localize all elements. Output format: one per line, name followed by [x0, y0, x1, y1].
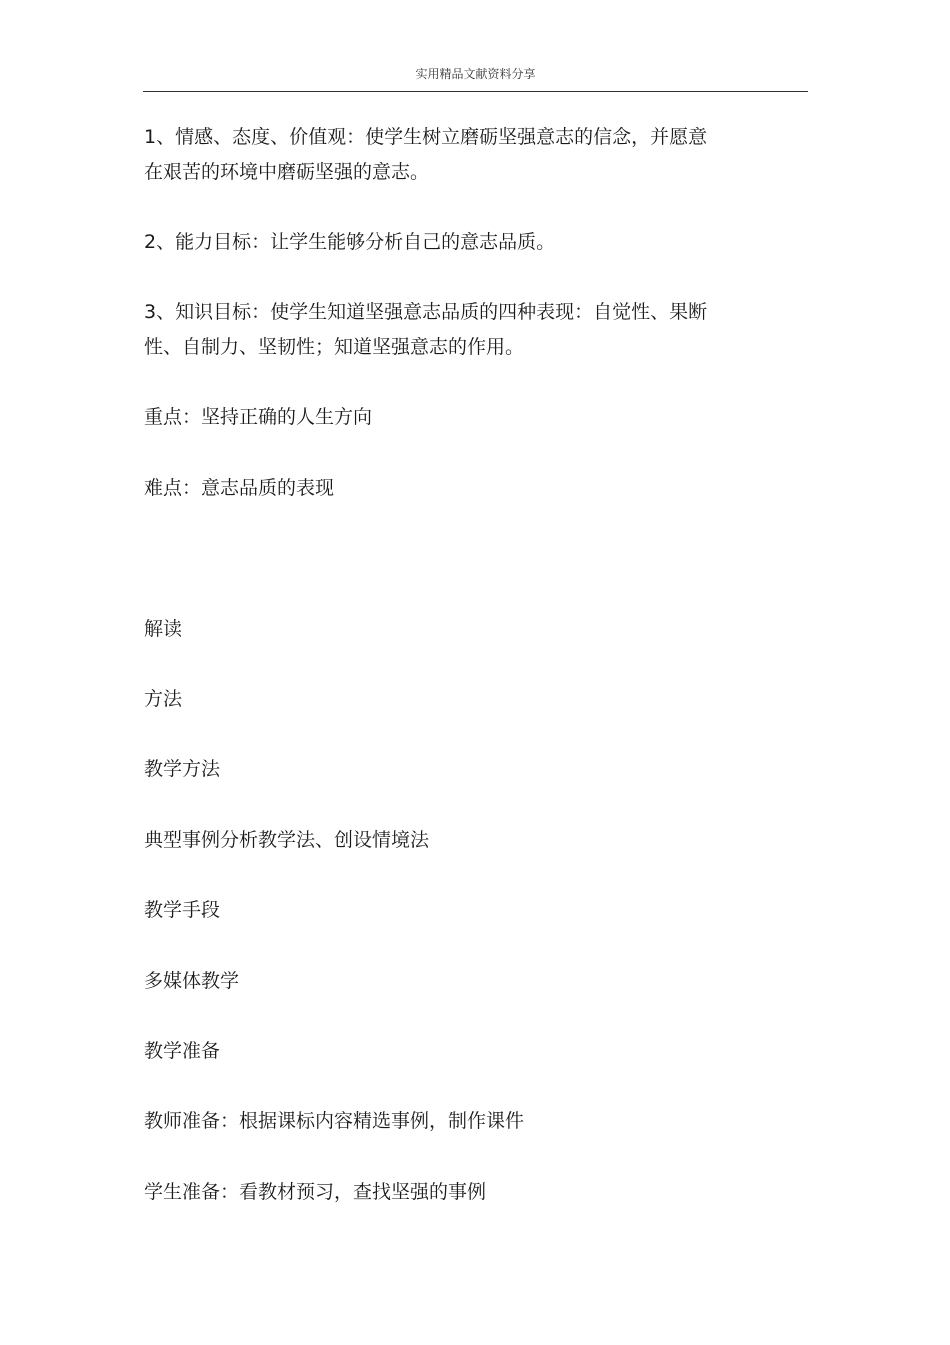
section-teaching-means-heading: 教学手段 — [144, 899, 221, 921]
section-teaching-method-content: 典型事例分析教学法、创设情境法 — [144, 829, 430, 851]
objective-3-line-1: 3、知识目标：使学生知道坚强意志品质的四种表现：自觉性、果断 — [144, 301, 708, 323]
objective-1 — [144, 120, 774, 190]
section-teaching-means-content: 多媒体教学 — [144, 970, 240, 992]
objective-2-line-1: 2、能力目标：让学生能够分析自己的意志品质。 — [144, 231, 556, 253]
header-divider — [143, 91, 808, 92]
objective-3 — [144, 295, 774, 365]
objective-2 — [144, 225, 774, 260]
page-header: 实用精品文献资料分享 — [415, 67, 536, 81]
section-teacher-preparation: 教师准备：根据课标内容精选事例，制作课件 — [144, 1110, 525, 1132]
objective-1-line-2: 在艰苦的环境中磨砺坚强的意志。 — [144, 161, 430, 183]
objective-1-line-1: 1、情感、态度、价值观：使学生树立磨砺坚强意志的信念，并愿意 — [144, 126, 708, 148]
section-student-preparation: 学生准备：看教材预习，查找坚强的事例 — [144, 1181, 487, 1203]
section-preparation-heading: 教学准备 — [144, 1040, 221, 1062]
section-teaching-method-heading: 教学方法 — [144, 758, 221, 780]
section-interpretation: 解读 — [144, 618, 183, 640]
key-point: 重点：坚持正确的人生方向 — [144, 406, 373, 428]
objective-3-line-2: 性、自制力、坚韧性；知道坚强意志的作用。 — [144, 336, 525, 358]
difficult-point: 难点：意志品质的表现 — [144, 477, 335, 499]
section-method: 方法 — [144, 688, 183, 710]
